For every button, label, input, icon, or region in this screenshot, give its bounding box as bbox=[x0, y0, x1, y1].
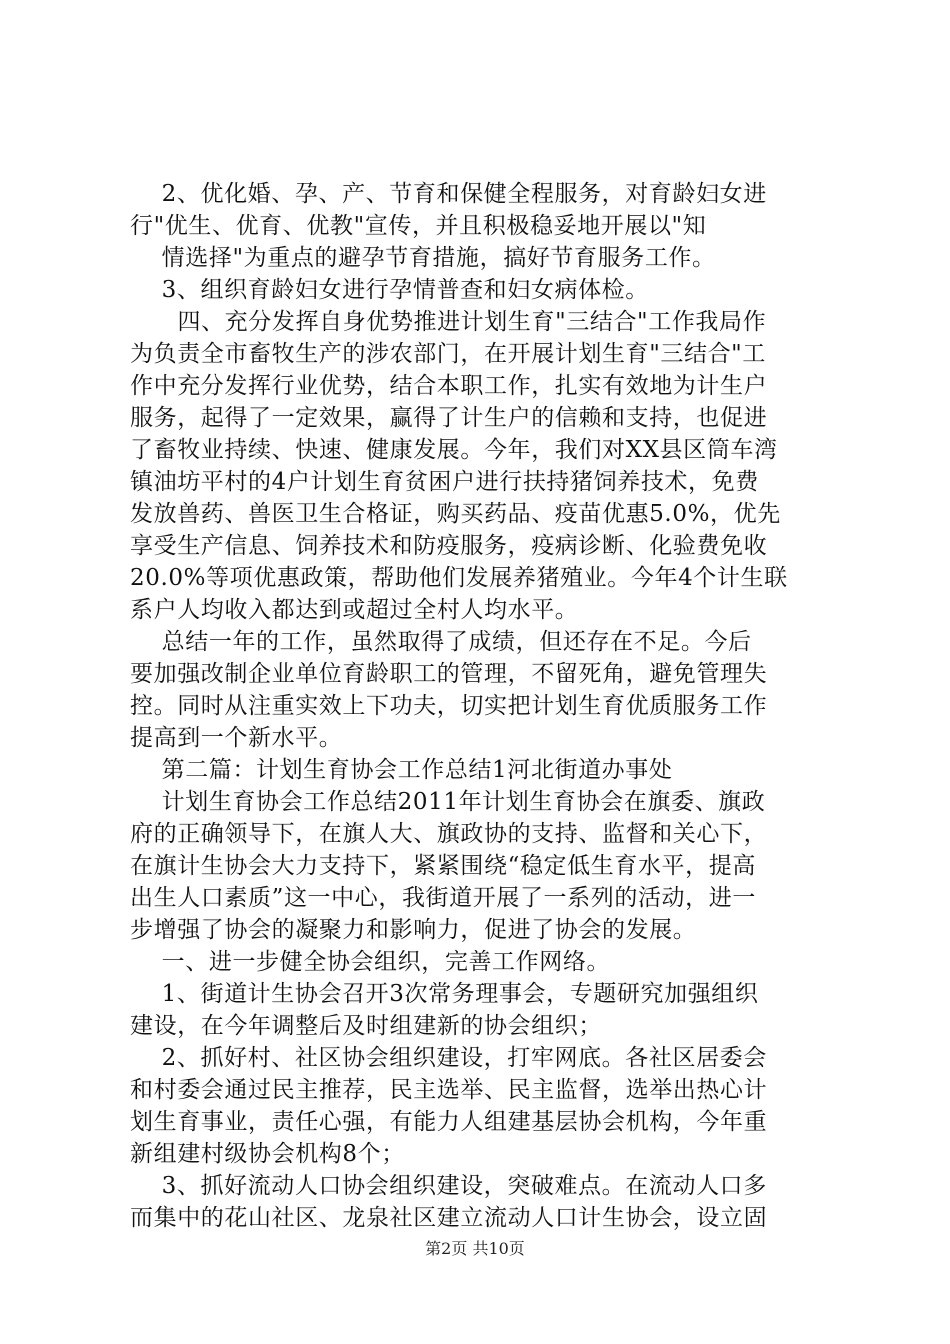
text-line: 和村委会通过民主推荐，民主选举、民主监督，选举出热心计 bbox=[130, 1077, 768, 1103]
text-line: 3、组织育龄妇女进行孕情普查和妇女病体检。 bbox=[130, 277, 649, 303]
text-line: 要加强改制企业单位育龄职工的管理，不留死角，避免管理失 bbox=[130, 661, 768, 687]
text-line: 了畜牧业持续、快速、健康发展。今年，我们对XX县区筒车湾 bbox=[130, 437, 778, 463]
text-line: 作中充分发挥行业优势，结合本职工作，扎实有效地为计生户 bbox=[130, 373, 768, 399]
text-line: 20.0%等项优惠政策，帮助他们发展养猪殖业。今年4个计生联 bbox=[130, 565, 788, 591]
text-line: 3、抓好流动人口协会组织建设，突破难点。在流动人口多 bbox=[130, 1173, 767, 1199]
text-line: 控。同时从注重实效上下功夫，切实把计划生育优质服务工作 bbox=[130, 693, 768, 719]
text-line: 步增强了协会的凝聚力和影响力，促进了协会的发展。 bbox=[130, 917, 697, 943]
text-line: 建设，在今年调整后及时组建新的协会组织； bbox=[130, 1013, 602, 1039]
text-line: 划生育事业，责任心强，有能力人组建基层协会机构，今年重 bbox=[130, 1109, 768, 1135]
text-line: 在旗计生协会大力支持下，紧紧围绕“稳定低生育水平，提高 bbox=[130, 853, 756, 879]
text-line: 享受生产信息、饲养技术和防疫服务，疫病诊断、化验费免收 bbox=[130, 533, 768, 559]
section-heading: 第二篇：计划生育协会工作总结1河北街道办事处 bbox=[130, 757, 673, 783]
text-line: 一、进一步健全协会组织，完善工作网络。 bbox=[130, 949, 611, 975]
text-line: 府的正确领导下，在旗人大、旗政协的支持、监督和关心下， bbox=[130, 821, 768, 847]
text-line: 为负责全市畜牧生产的涉农部门，在开展计划生育"三结合"工 bbox=[130, 341, 766, 367]
text-line: 系户人均收入都达到或超过全村人均水平。 bbox=[130, 597, 579, 623]
text-line: 而集中的花山社区、龙泉社区建立流动人口计生协会，设立固 bbox=[130, 1205, 768, 1231]
text-line: 镇油坊平村的4户计划生育贫困户进行扶持猪饲养技术，免费 bbox=[130, 469, 759, 495]
text-line: 发放兽药、兽医卫生合格证，购买药品、疫苗优惠5.0%，优先 bbox=[130, 501, 781, 527]
text-line: 计划生育协会工作总结2011年计划生育协会在旗委、旗政 bbox=[130, 789, 766, 815]
text-line: 服务，起得了一定效果，赢得了计生户的信赖和支持，也促进 bbox=[130, 405, 768, 431]
text-line: 2、优化婚、孕、产、节育和保健全程服务，对育龄妇女进 bbox=[130, 181, 767, 207]
text-line: 总结一年的工作，虽然取得了成绩，但还存在不足。今后 bbox=[130, 629, 752, 655]
text-line: 新组建村级协会机构8个； bbox=[130, 1141, 405, 1167]
text-line: 四、充分发挥自身优势推进计划生育"三结合"工作我局作 bbox=[130, 309, 767, 335]
page-number-footer: 第2页 共10页 bbox=[425, 1239, 525, 1258]
text-line: 提高到一个新水平。 bbox=[130, 725, 343, 751]
text-line: 出生人口素质”这一中心，我街道开展了一系列的活动，进一 bbox=[130, 885, 756, 911]
text-line: 情选择"为重点的避孕节育措施，搞好节育服务工作。 bbox=[130, 245, 716, 271]
text-line: 行"优生、优育、优教"宣传，并且积极稳妥地开展以"知 bbox=[130, 213, 707, 239]
text-line: 1、街道计生协会召开3次常务理事会，专题研究加强组织 bbox=[130, 981, 759, 1007]
text-line: 2、抓好村、社区协会组织建设，打牢网底。各社区居委会 bbox=[130, 1045, 767, 1071]
